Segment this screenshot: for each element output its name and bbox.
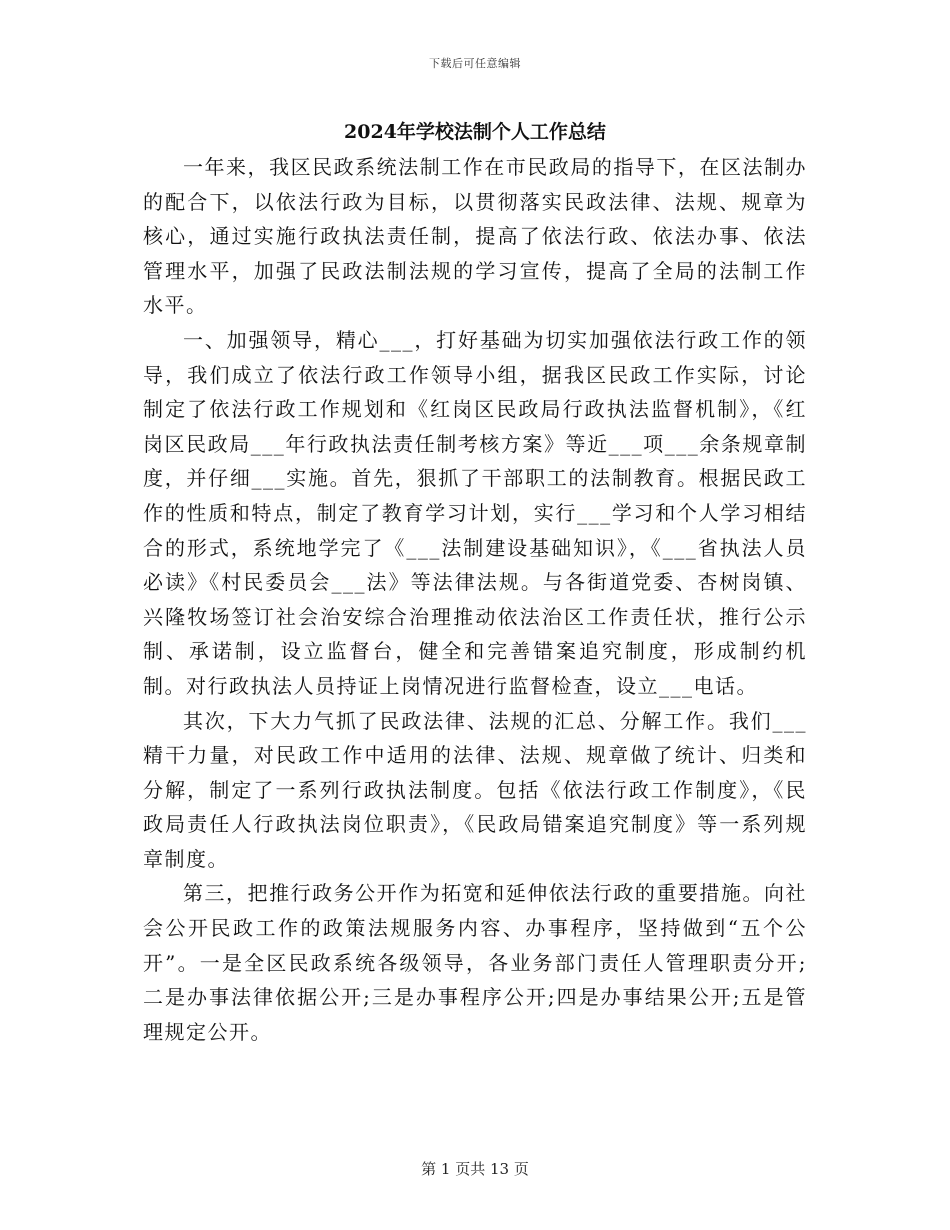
paragraph-regulations: 其次，下大力气抓了民政法律、法规的汇总、分解工作。我们___精干力量，对民政工作中适用的法律、法规、规章做了统计、归类和分解，制定了一系列行政执法制度。包括《依法行政工作制度》，《民政局责任人行政执法岗位职责》，《民政局错案追究制度》等一系列规章制度。	[143, 708, 807, 871]
header-note: 下载后可任意编辑	[429, 57, 521, 70]
paragraph-intro: 一年来，我区民政系统法制工作在市民政局的指导下，在区法制办的配合下，以依法行政为目标，以贯彻落实民政法律、法规、规章为核心，通过实施行政执法责任制，提高了依法行政、依法办事、依法管理水平，加强了民政法制法规的学习宣传，提高了全局的法制工作水平。	[143, 155, 807, 318]
paragraph-leadership: 一、加强领导，精心___，打好基础为切实加强依法行政工作的领导，我们成立了依法行政工作领导小组，据我区民政工作实际，讨论制定了依法行政工作规划和《红岗区民政局行政执法监督机制》，《红岗区民政局___年行政执法责任制考核方案》等近___项___余条规章制度，并仔细___实施。首先，狠抓了干部职工的法制教育。根据民政工作的性质和特点，制定了教育学习计划，实行___学习和个人学习相结合的形式，系统地学完了《___法制建设基础知识》，《___省执法人员必读》《村民委员会___法》等法律法规。与各街道党委、杏树岗镇、兴隆牧场签订社会治安综合治理推动依法治区工作责任状，推行公示制、承诺制，设立监督台，健全和完善错案追究制度，形成制约机制。对行政执法人员持证上岗情况进行监督检查，设立___电话。	[143, 327, 807, 698]
document-title: 2024年学校法制个人工作总结	[344, 121, 606, 143]
page-number-footer: 第 1 页共 13 页	[421, 1160, 529, 1178]
document-body	[143, 150, 807, 1049]
paragraph-transparency: 第三，把推行政务公开作为拓宽和延伸依法行政的重要措施。向社会公开民政工作的政策法规服务内容、办事程序，坚持做到“五个公开”。一是全区民政系统各级领导，各业务部门责任人管理职责分开;二是办事法律依据公开;三是办事程序公开;四是办事结果公开;五是管理规定公开。	[143, 881, 807, 1044]
